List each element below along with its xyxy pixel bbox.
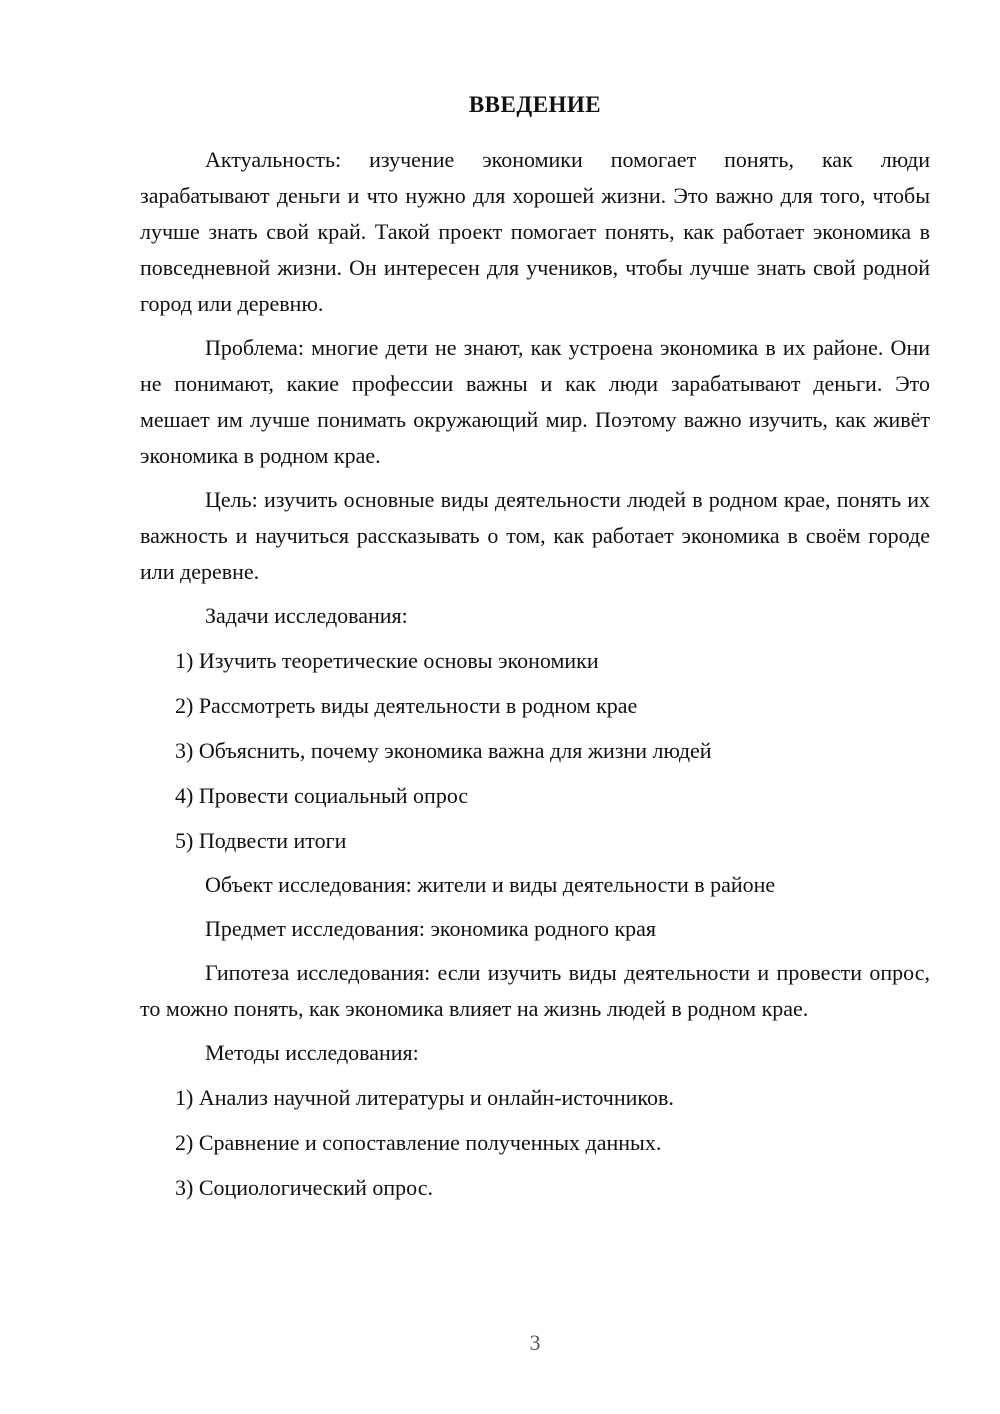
task-item-5: 5) Подвести итоги [175, 828, 347, 853]
task-item-2: 2) Рассмотреть виды деятельности в родном крае [175, 693, 638, 718]
paragraph-aktualnost: Актуальность: изучение экономики помогает понять, как люди зарабатывают деньги и что нужно для хорошей жизни. Это важно для того, чтобы лучше знать свой край. Такой проект помогает понять, как работает экономика в повседневной жизни. Он интересен для учеников, чтобы лучше знать свой родной город или деревню. [140, 147, 930, 316]
page-title: ВВЕДЕНИЕ [468, 92, 602, 117]
paragraph-problema: Проблема: многие дети не знают, как устроена экономика в их районе. Они не понимают, какие профессии важны и как люди зарабатывают деньги. Это мешает им лучше понимать окружающий мир. Поэтому важно изучить, как живёт экономика в родном крае. [140, 335, 930, 468]
page-number: 3 [529, 1330, 541, 1355]
task-item-1: 1) Изучить теоретические основы экономики [175, 648, 599, 673]
paragraph-predmet: Предмет исследования: экономика родного края [205, 916, 657, 941]
paragraph-obekt: Объект исследования: жители и виды деятельности в районе [205, 872, 776, 897]
method-item-3: 3) Социологический опрос. [175, 1175, 433, 1200]
paragraph-gipoteza: Гипотеза исследования: если изучить виды деятельности и провести опрос, то можно понять, как экономика влияет на жизнь людей в родном крае. [140, 960, 930, 1021]
heading-metody: Методы исследования: [205, 1040, 419, 1065]
task-item-4: 4) Провести социальный опрос [175, 783, 469, 808]
method-item-1: 1) Анализ научной литературы и онлайн-источников. [175, 1085, 674, 1110]
heading-zadachi: Задачи исследования: [205, 603, 408, 628]
paragraph-tsel: Цель: изучить основные виды деятельности людей в родном крае, понять их важность и научиться рассказывать о том, как работает экономика в своём городе или деревне. [140, 487, 930, 584]
task-item-3: 3) Объяснить, почему экономика важна для жизни людей [175, 738, 712, 763]
method-item-2: 2) Сравнение и сопоставление полученных данных. [175, 1130, 662, 1155]
